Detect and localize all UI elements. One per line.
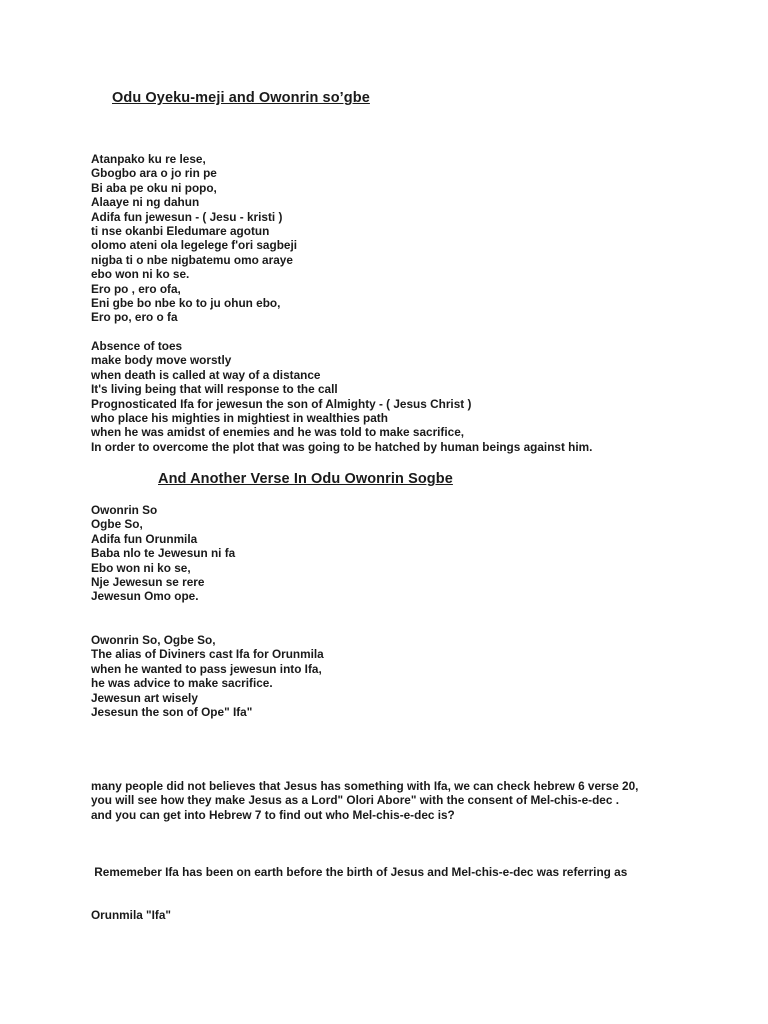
verse-line: Ebo won ni ko se,: [91, 560, 191, 575]
verse-line: he was advice to make sacrifice.: [91, 676, 273, 691]
verse-line: In order to overcome the plot that was going to be hatched by human beings against him.: [91, 439, 593, 454]
verse-line: nigba ti o nbe nigbatemu omo araye: [91, 252, 293, 267]
commentary-paragraph-1: [91, 779, 638, 822]
verse-line: Jewesun Omo ope.: [91, 589, 199, 604]
verse-line: Ogbe So,: [91, 517, 143, 532]
verse-line: Adifa fun jewesun - ( Jesu - kristi ): [91, 209, 283, 224]
verse-line: It's living being that will response to the call: [91, 382, 338, 397]
verse-line: olomo ateni ola legelege f'ori sagbeji: [91, 238, 298, 253]
verse-line: Eni gbe bo nbe ko to ju ohun ebo,: [91, 295, 281, 310]
verse-line: ebo won ni ko se.: [91, 267, 190, 282]
verse-line: Alaaye ni ng dahun: [91, 195, 200, 210]
paragraph-line: Rememeber Ifa has been on earth before the birth of Jesus and Mel-chis-e-dec was referring as: [91, 864, 628, 879]
yoruba-verse-1: [91, 152, 297, 325]
verse-line: Jesesun the son of Ope" Ifa": [91, 704, 253, 719]
paragraph-line: and you can get into Hebrew 7 to find out who Mel-chis-e-dec is?: [91, 807, 455, 822]
verse-line: Gbogbo ara o jo rin pe: [91, 166, 217, 181]
verse-line: ti nse okanbi Eledumare agotun: [91, 223, 270, 238]
verse-line: Atanpako ku re lese,: [91, 152, 206, 166]
paragraph-line: Orunmila "Ifa": [91, 908, 172, 923]
verse-line: when death is called at way of a distance: [91, 367, 321, 382]
english-verse-2: [91, 633, 324, 719]
verse-line: when he wanted to pass jewesun into Ifa,: [91, 661, 322, 676]
heading-owonrin-sogbe: And Another Verse In Odu Owonrin Sogbe: [158, 471, 453, 487]
verse-line: Ero po, ero o fa: [91, 310, 178, 325]
verse-line: Owonrin So: [91, 503, 158, 517]
paragraph-line: you will see how they make Jesus as a Lord" Olori Abore" with the consent of Mel-chis-e-dec .: [91, 793, 619, 808]
verse-line: Ero po , ero ofa,: [91, 281, 181, 296]
verse-line: Adifa fun Orunmila: [91, 531, 198, 546]
verse-line: Baba nlo te Jewesun ni fa: [91, 546, 236, 561]
english-verse-1: [91, 339, 592, 454]
yoruba-verse-2: [91, 503, 235, 604]
verse-line: Absence of toes: [91, 339, 183, 353]
verse-line: Bi aba pe oku ni popo,: [91, 180, 217, 195]
verse-line: Owonrin So, Ogbe So,: [91, 633, 216, 647]
verse-line: make body move worstly: [91, 353, 232, 368]
verse-line: Jewesun art wisely: [91, 690, 198, 705]
verse-line: Prognosticated Ifa for jewesun the son of Almighty - ( Jesus Christ ): [91, 396, 472, 411]
paragraph-line: many people did not believes that Jesus has something with Ifa, we can check hebrew 6 verse 20,: [91, 779, 639, 793]
verse-line: when he was amidst of enemies and he was told to make sacrifice,: [91, 425, 465, 440]
commentary-paragraph-2: [91, 836, 627, 951]
verse-line: The alias of Diviners cast Ifa for Orunmila: [91, 647, 324, 662]
verse-line: Nje Jewesun se rere: [91, 574, 205, 589]
heading-odu-oyeku-meji: Odu Oyeku-meji and Owonrin so’gbe: [112, 90, 370, 106]
verse-line: who place his mighties in mightiest in wealthies path: [91, 410, 388, 425]
